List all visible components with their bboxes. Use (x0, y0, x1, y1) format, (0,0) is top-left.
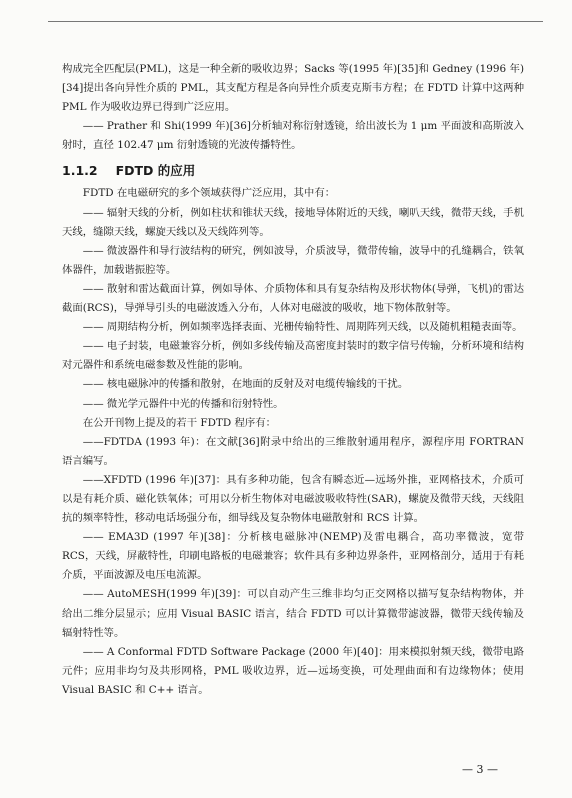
list-item: —— AutoMESH(1999 年)[39]：可以自动产生三维非均匀正交网格以描写复杂结构物体，并给出二维分层显示；应用 Visual BASIC 语言，结合 FDTD 可以计算微带滤波器，微带天线传输及辐射特性等。 (62, 588, 524, 639)
list-item: —— EMA3D (1997 年)[38]：分析核电磁脉冲(NEMP)及雷电耦合，高功率微波，宽带 RCS，天线，屏蔽特性，印刷电路板的电磁兼容；软件具有多种边界条件，亚网格剖分，适用于有耗介质，平面波源及电压电流源。 (62, 531, 524, 582)
list-item: —— 电子封装，电磁兼容分析，例如多线传输及高密度封装时的数字信号传输，分析环境和结构对元器件和系统电磁参数及性能的影响。 (62, 340, 524, 372)
list-item: —— 微波器件和导行波结构的研究，例如波导，介质波导，微带传输，波导中的孔缝耦合，铁氧体器件，加载谐振腔等。 (62, 244, 524, 276)
header-rule (48, 21, 543, 22)
section-number: 1.1.2 (62, 163, 98, 179)
list-item: ——FDTDA (1993 年)：在文献[36]附录中给出的三维散射通用程序，源程序用 FORTRAN 语言编写。 (62, 435, 524, 467)
paragraph: FDTD 在电磁研究的多个领域获得广泛应用，其中有： (82, 187, 336, 200)
list-item: —— A Conformal FDTD Software Package (2000 年)[40]：用来模拟射频天线，微带电路元件；应用非均匀及共形网格，PML 吸收边界，近—远场变换，可处理曲面和有边缘物体；使用 Visual BASIC 和 C++ 语言。 (62, 645, 524, 696)
section-title: FDTD 的应用 (115, 163, 196, 179)
page-number: — 3 — (462, 763, 498, 776)
list-item: —— 微光学元器件中光的传播和衍射特性。 (82, 397, 284, 410)
paragraph: —— Prather 和 Shi(1999 年)[36]分析轴对称衍射透镜，给出波长为 1 μm 平面波和高斯波入射时，直径 102.47 μm 衍射透镜的光波传播特性。 (62, 120, 524, 152)
list-item: ——XFDTD (1996 年)[37]：具有多种功能，包含有瞬态近—远场外推，亚网格技术，介质可以是有耗介质、磁化铁氧体；可用以分析生物体对电磁波吸收特性(SAR)，螺旋及微带天线，天线阻抗的频率特性，移动电话场强分布，细导线及复杂物体电磁散射和 RCS 计算。 (62, 473, 524, 525)
list-item: —— 核电磁脉冲的传播和散射，在地面的反射及对电缆传输线的干扰。 (82, 378, 409, 391)
list-item: —— 辐射天线的分析，例如柱状和锥状天线，接地导体附近的天线，喇叭天线，微带天线，手机天线，缝隙天线，螺旋天线以及天线阵列等。 (62, 206, 524, 238)
paragraph: 构成完全匹配层(PML)，这是一种全新的吸收边界；Sacks 等(1995 年)[35]和 Gedney (1996 年)[34]提出各向异性介质的 PML，其支配方程是各向异性介质麦克斯韦方程；在 FDTD 计算中这两种 PML 作为吸收边界已得到广泛应用。 (62, 63, 524, 114)
section-heading (62, 161, 524, 181)
list-item: —— 周期结构分析，例如频率选择表面、光栅传输特性、周期阵列天线，以及随机粗糙表面等。 (82, 321, 523, 334)
paragraph: 在公开刊物上提及的若干 FDTD 程序有： (82, 416, 277, 429)
page-body (62, 60, 524, 700)
list-item: —— 散射和雷达截面计算，例如导体、介质物体和具有复杂结构及形状物体(导弹，飞机)的雷达截面(RCS)，导弹导引头的电磁波透入分布，人体对电磁波的吸收，地下物体散射等。 (62, 282, 524, 315)
